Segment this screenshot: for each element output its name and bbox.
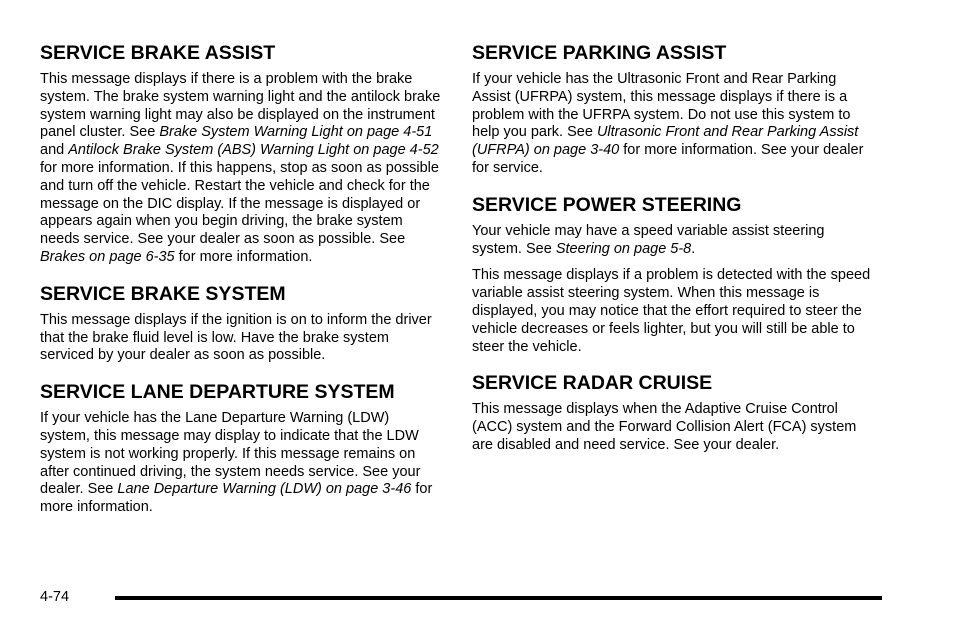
section-service-radar-cruise: [472, 372, 872, 454]
left-column: [40, 42, 442, 533]
body-text: for more information. See your dealer for service.: [472, 142, 864, 176]
body-text: If your vehicle has the Lane Departure Warning (LDW) system, this message may display to indicate that the LDW system is not working properly. If this message remains on after continued driving, the system needs service. See your dealer. See: [40, 410, 421, 498]
cross-reference: Steering on page 5-8: [555, 240, 692, 257]
body-text: for more information.: [174, 248, 313, 265]
section-body: [472, 401, 872, 454]
cross-reference: Brakes on page 6-35: [40, 248, 175, 265]
section-body: [472, 223, 872, 259]
section-service-brake-assist: [40, 42, 442, 267]
section-heading: SERVICE BRAKE ASSIST: [40, 42, 276, 64]
section-body: [40, 312, 442, 365]
footer-rule: [115, 596, 882, 600]
body-text: Your vehicle may have a speed variable assist steering system. See: [472, 222, 825, 257]
section-body: [40, 71, 442, 267]
section-body: [40, 410, 442, 517]
body-text: .: [691, 240, 696, 257]
body-text: This message displays if there is a problem with the brake system. The brake system warning light and the antilock brake system warning light may also be displayed on the instrument panel cluster. See: [40, 71, 441, 141]
right-column: [472, 42, 872, 471]
body-text: for more information.: [40, 481, 433, 516]
section-heading: SERVICE PARKING ASSIST: [472, 42, 727, 64]
cross-reference: Antilock Brake System (ABS) Warning Light on page 4-52: [68, 142, 439, 159]
cross-reference: Brake System Warning Light on page 4-51: [159, 124, 433, 141]
page-number: 4-74: [40, 589, 70, 605]
section-service-lane-departure-system: [40, 381, 442, 517]
body-text: This message displays if the ignition is on to inform the driver that the brake fluid level is low. Have the brake system serviced by your dealer as soon as possible.: [40, 311, 432, 364]
section-heading: SERVICE POWER STEERING: [472, 193, 742, 216]
body-text: for more information. If this happens, stop as soon as possible and turn off the vehicle. Restart the vehicle and check for the message on the DIC display. If the message is displayed or appears again when you begin driving, the brake system needs service. See your dealer as soon as possible. See: [40, 159, 439, 248]
body-text: This message displays when the Adaptive Cruise Control (ACC) system and the Forward Collision Alert (FCA) system are disabled and need service. See your dealer.: [472, 401, 857, 453]
body-text: If your vehicle has the Ultrasonic Front and Rear Parking Assist (UFRPA) system, this message displays if there is a problem with the UFRPA system. Do not use this system to help you park. See: [472, 71, 851, 141]
section-body: [472, 71, 872, 178]
cross-reference: Ultrasonic Front and Rear Parking Assist (UFRPA) on page 3-40: [472, 124, 859, 159]
body-text: and: [40, 142, 69, 159]
section-heading: SERVICE RADAR CRUISE: [472, 372, 713, 395]
section-service-parking-assist: [472, 42, 872, 178]
section-body: [472, 267, 872, 356]
section-service-power-steering: [472, 194, 872, 357]
section-service-brake-system: [40, 283, 442, 365]
section-heading: SERVICE BRAKE SYSTEM: [40, 282, 286, 305]
body-text: This message displays if a problem is detected with the speed variable assist steering system. When this message is displayed, you may notice that the effort required to steer the vehicle decreases or feels lighter, but you will still be able to steer the vehicle.: [472, 267, 871, 355]
section-heading: SERVICE LANE DEPARTURE SYSTEM: [40, 381, 395, 404]
cross-reference: Lane Departure Warning (LDW) on page 3-46: [117, 481, 412, 498]
